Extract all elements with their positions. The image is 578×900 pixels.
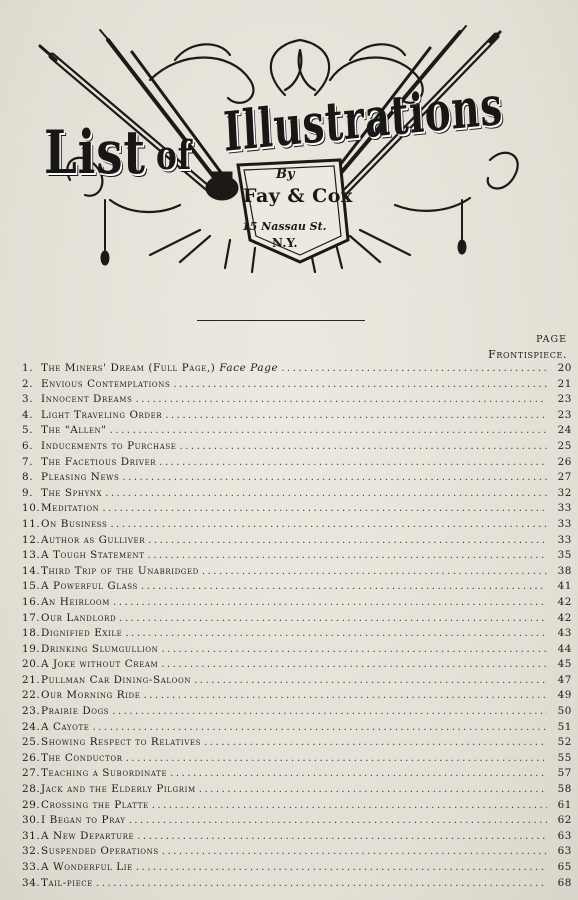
entry-title-text: The Miners' Dream (Full Page,) xyxy=(41,362,216,374)
leader-dots xyxy=(162,845,547,857)
leader-dots xyxy=(194,674,547,686)
list-item xyxy=(22,409,572,425)
entry-title-text: Tail-piece xyxy=(41,876,93,889)
entry-number: 19. xyxy=(22,642,41,655)
leader-dots xyxy=(129,814,547,826)
entry-page-number: 35 xyxy=(557,549,572,562)
entry-number: 29. xyxy=(22,798,41,811)
entry-page-number: 25 xyxy=(557,439,572,452)
entry-title xyxy=(41,393,132,405)
section-divider xyxy=(197,320,365,321)
entry-page-number: 61 xyxy=(557,798,572,811)
entry-title xyxy=(41,409,162,421)
entry-page-number: 23 xyxy=(557,393,572,406)
title-word-illustrations: Illustrations xyxy=(222,72,505,164)
entry-title xyxy=(41,502,99,514)
entry-title xyxy=(41,643,158,655)
decorative-header xyxy=(0,0,578,300)
entry-number: 14. xyxy=(22,564,41,577)
entry-title-text: Jack and the Elderly Pilgrim xyxy=(41,783,196,796)
entry-title xyxy=(41,830,134,842)
leader-dots xyxy=(119,612,547,624)
page-column-header: PAGE xyxy=(536,334,567,345)
entry-title-text: Prairie Dogs xyxy=(41,705,110,718)
leader-dots xyxy=(141,580,547,592)
entry-page-number: 50 xyxy=(557,705,572,718)
leader-dots xyxy=(110,424,547,436)
entry-title xyxy=(41,783,196,795)
entry-title-text: Drinking Slumgullion xyxy=(41,642,159,655)
list-item xyxy=(22,596,572,612)
entry-title xyxy=(41,378,170,390)
entry-page-number: 52 xyxy=(557,736,572,749)
illustrations-list xyxy=(22,362,572,892)
title-word-of: of xyxy=(156,132,192,179)
list-item xyxy=(22,767,572,783)
entry-title-text: Teaching a Subordinate xyxy=(41,767,168,780)
entry-title xyxy=(41,549,145,561)
list-item xyxy=(22,705,572,721)
leader-dots xyxy=(179,440,547,452)
list-item xyxy=(22,783,572,799)
entry-page-number: 42 xyxy=(557,611,572,624)
list-item xyxy=(22,393,572,409)
entry-title-text: On Business xyxy=(41,517,108,530)
leader-dots xyxy=(102,502,547,514)
entry-title-text: Suspended Operations xyxy=(41,845,159,858)
shield-address: 15 Nassau St. xyxy=(242,220,327,233)
entry-title xyxy=(41,814,126,826)
list-item xyxy=(22,518,572,534)
entry-title xyxy=(41,565,199,577)
entry-title-text: Meditation xyxy=(41,502,100,515)
list-item xyxy=(22,752,572,768)
leader-dots xyxy=(96,877,547,889)
list-item xyxy=(22,565,572,581)
entry-page-number: 44 xyxy=(557,642,572,655)
entry-page-number: 47 xyxy=(557,673,572,686)
leader-dots xyxy=(110,518,547,530)
list-item xyxy=(22,877,572,893)
entry-page-number: 38 xyxy=(557,564,572,577)
list-item xyxy=(22,845,572,861)
entry-page-number: 33 xyxy=(557,502,572,515)
entry-number: 8. xyxy=(22,471,34,484)
entry-page-number: 43 xyxy=(557,627,572,640)
shield-city: N.Y. xyxy=(272,236,298,250)
list-item xyxy=(22,424,572,440)
list-item xyxy=(22,674,572,690)
entry-title xyxy=(41,580,138,592)
entry-number: 21. xyxy=(22,673,41,686)
list-item xyxy=(22,440,572,456)
entry-page-number: 27 xyxy=(557,471,572,484)
list-item xyxy=(22,549,572,565)
list-item xyxy=(22,658,572,674)
leader-dots xyxy=(165,409,547,421)
leader-dots xyxy=(152,799,547,811)
entry-number: 23. xyxy=(22,705,41,718)
entry-title-text: Showing Respect to Relatives xyxy=(41,736,201,749)
entry-page-number: 21 xyxy=(557,377,572,390)
list-item xyxy=(22,689,572,705)
entry-title xyxy=(41,689,140,701)
entry-number: 12. xyxy=(22,533,41,546)
entry-number: 13. xyxy=(22,549,41,562)
list-item xyxy=(22,861,572,877)
leader-dots xyxy=(161,658,547,670)
entry-page-number: 57 xyxy=(557,767,572,780)
list-item xyxy=(22,471,572,487)
entry-number: 4. xyxy=(22,408,34,421)
entry-number: 3. xyxy=(22,393,34,406)
list-item xyxy=(22,502,572,518)
leader-dots xyxy=(136,861,547,873)
list-item xyxy=(22,378,572,394)
list-item xyxy=(22,456,572,472)
entry-title xyxy=(41,596,110,608)
leader-dots xyxy=(199,783,547,795)
entry-note: Face Page xyxy=(219,362,279,374)
entry-number: 33. xyxy=(22,861,41,873)
entry-number: 26. xyxy=(22,751,41,764)
leader-dots xyxy=(112,705,547,717)
leader-dots xyxy=(148,534,547,546)
entry-title-text: Third Trip of the Unabridged xyxy=(41,564,199,577)
entry-title xyxy=(41,424,107,436)
entry-title xyxy=(41,767,167,779)
leader-dots xyxy=(161,643,547,655)
entry-title xyxy=(41,674,191,686)
list-item xyxy=(22,580,572,596)
entry-number: 32. xyxy=(22,845,41,858)
entry-title-text: The Facetious Driver xyxy=(41,455,157,468)
list-item xyxy=(22,736,572,752)
entry-number: 27. xyxy=(22,767,41,780)
list-item xyxy=(22,643,572,659)
entry-title xyxy=(41,534,145,546)
entry-page-number: 20 xyxy=(557,362,572,374)
entry-title-text: Our Landlord xyxy=(41,611,117,624)
entry-page-number: 63 xyxy=(557,845,572,858)
leader-dots xyxy=(143,689,547,701)
list-item xyxy=(22,814,572,830)
list-item xyxy=(22,627,572,643)
entry-title-text: Crossing the Platte xyxy=(41,798,149,811)
entry-title-text: Pullman Car Dining-Saloon xyxy=(41,673,192,686)
entry-title-text: The Conductor xyxy=(41,751,123,764)
entry-title xyxy=(41,487,102,499)
entry-number: 24. xyxy=(22,720,41,733)
entry-title xyxy=(41,721,89,733)
entry-page-number: 45 xyxy=(557,658,572,671)
leader-dots xyxy=(122,471,547,483)
entry-title-text: A Joke without Cream xyxy=(41,658,159,671)
entry-number: 34. xyxy=(22,876,41,889)
leader-dots xyxy=(105,487,547,499)
entry-page-number: 55 xyxy=(557,751,572,764)
entry-title xyxy=(41,705,109,717)
entry-page-number: 41 xyxy=(557,580,572,593)
entry-title-text: A Wonderful Lie xyxy=(41,861,133,873)
list-item xyxy=(22,830,572,846)
entry-title xyxy=(41,440,176,452)
entry-title xyxy=(41,456,156,468)
entry-page-number: 33 xyxy=(557,517,572,530)
entry-number: 5. xyxy=(22,424,34,437)
entry-page-number: 62 xyxy=(557,814,572,827)
entry-page-number: 51 xyxy=(557,720,572,733)
entry-number: 22. xyxy=(22,689,41,702)
entry-page-number: 42 xyxy=(557,595,572,608)
entry-title xyxy=(41,471,119,483)
title-word-list: List xyxy=(44,118,146,188)
entry-number: 25. xyxy=(22,736,41,749)
entry-number: 7. xyxy=(22,455,34,468)
entry-title-text: Innocent Dreams xyxy=(41,393,133,406)
entry-title xyxy=(41,736,201,748)
leader-dots xyxy=(281,362,547,374)
entry-number: 2. xyxy=(22,377,34,390)
entry-number: 11. xyxy=(22,517,41,530)
entry-page-number: 49 xyxy=(557,689,572,702)
entry-title-text: Dignified Exile xyxy=(41,627,123,640)
entry-number: 10. xyxy=(22,502,41,515)
frontispiece-label: Frontispiece. xyxy=(488,348,567,361)
entry-page-number: 24 xyxy=(557,424,572,437)
entry-title xyxy=(41,799,149,811)
entry-number: 31. xyxy=(22,829,41,842)
entry-page-number: 33 xyxy=(557,533,572,546)
entry-title xyxy=(41,627,122,639)
entry-title-text: An Heirloom xyxy=(41,595,111,608)
entry-title-text: A Powerful Glass xyxy=(41,580,138,593)
entry-title-text: I Began to Pray xyxy=(41,814,126,827)
entry-title xyxy=(41,752,123,764)
leader-dots xyxy=(92,721,547,733)
shield-by: By xyxy=(276,167,295,182)
list-item xyxy=(22,721,572,737)
entry-title-text: The "Allen" xyxy=(41,424,107,437)
leader-dots xyxy=(125,627,547,639)
right-pendant-ornament xyxy=(458,200,466,254)
entry-title xyxy=(41,877,93,889)
entry-title xyxy=(41,861,133,873)
leader-dots xyxy=(148,549,547,561)
leader-dots xyxy=(173,378,547,390)
entry-title-text: Light Traveling Order xyxy=(41,408,163,421)
entry-title-text: The Sphynx xyxy=(41,486,103,499)
entry-page-number: 23 xyxy=(557,408,572,421)
entry-title xyxy=(41,658,158,670)
leader-dots xyxy=(126,752,547,764)
entry-title-text: A Tough Statement xyxy=(41,549,145,562)
leader-dots xyxy=(204,736,547,748)
shield-publisher: Fay & Cox xyxy=(243,185,353,207)
list-item xyxy=(22,612,572,628)
entry-title xyxy=(41,518,107,530)
entry-number: 9. xyxy=(22,486,34,499)
entry-number: 16. xyxy=(22,595,41,608)
entry-number: 20. xyxy=(22,658,41,671)
entry-number: 6. xyxy=(22,439,34,452)
leader-dots xyxy=(113,596,547,608)
leader-dots xyxy=(159,456,547,468)
entry-number: 1. xyxy=(22,362,34,374)
leader-dots xyxy=(137,830,547,842)
entry-page-number: 65 xyxy=(557,861,572,873)
entry-title xyxy=(41,362,278,374)
entry-page-number: 58 xyxy=(557,783,572,796)
entry-title-text: A New Departure xyxy=(41,829,135,842)
leader-dots xyxy=(135,393,547,405)
left-pendant-ornament xyxy=(101,200,109,265)
entry-title-text: Envious Contemplations xyxy=(41,377,171,390)
list-item xyxy=(22,534,572,550)
entry-page-number: 63 xyxy=(557,829,572,842)
entry-number: 28. xyxy=(22,783,41,796)
entry-number: 18. xyxy=(22,627,41,640)
entry-title-text: Author as Gulliver xyxy=(41,533,146,546)
entry-page-number: 68 xyxy=(557,876,572,889)
entry-title xyxy=(41,845,159,857)
entry-number: 17. xyxy=(22,611,41,624)
entry-page-number: 32 xyxy=(557,486,572,499)
list-item xyxy=(22,362,572,378)
entry-title-text: Our Morning Ride xyxy=(41,689,141,702)
entry-title-text: Inducements to Purchase xyxy=(41,439,177,452)
entry-number: 30. xyxy=(22,814,41,827)
entry-title-text: Pleasing News xyxy=(41,471,120,484)
list-item xyxy=(22,799,572,815)
leader-dots xyxy=(202,565,547,577)
entry-number: 15. xyxy=(22,580,41,593)
entry-page-number: 26 xyxy=(557,455,572,468)
list-item xyxy=(22,487,572,503)
entry-title-text: A Cayote xyxy=(41,720,90,733)
entry-title xyxy=(41,612,116,624)
leader-dots xyxy=(170,767,547,779)
